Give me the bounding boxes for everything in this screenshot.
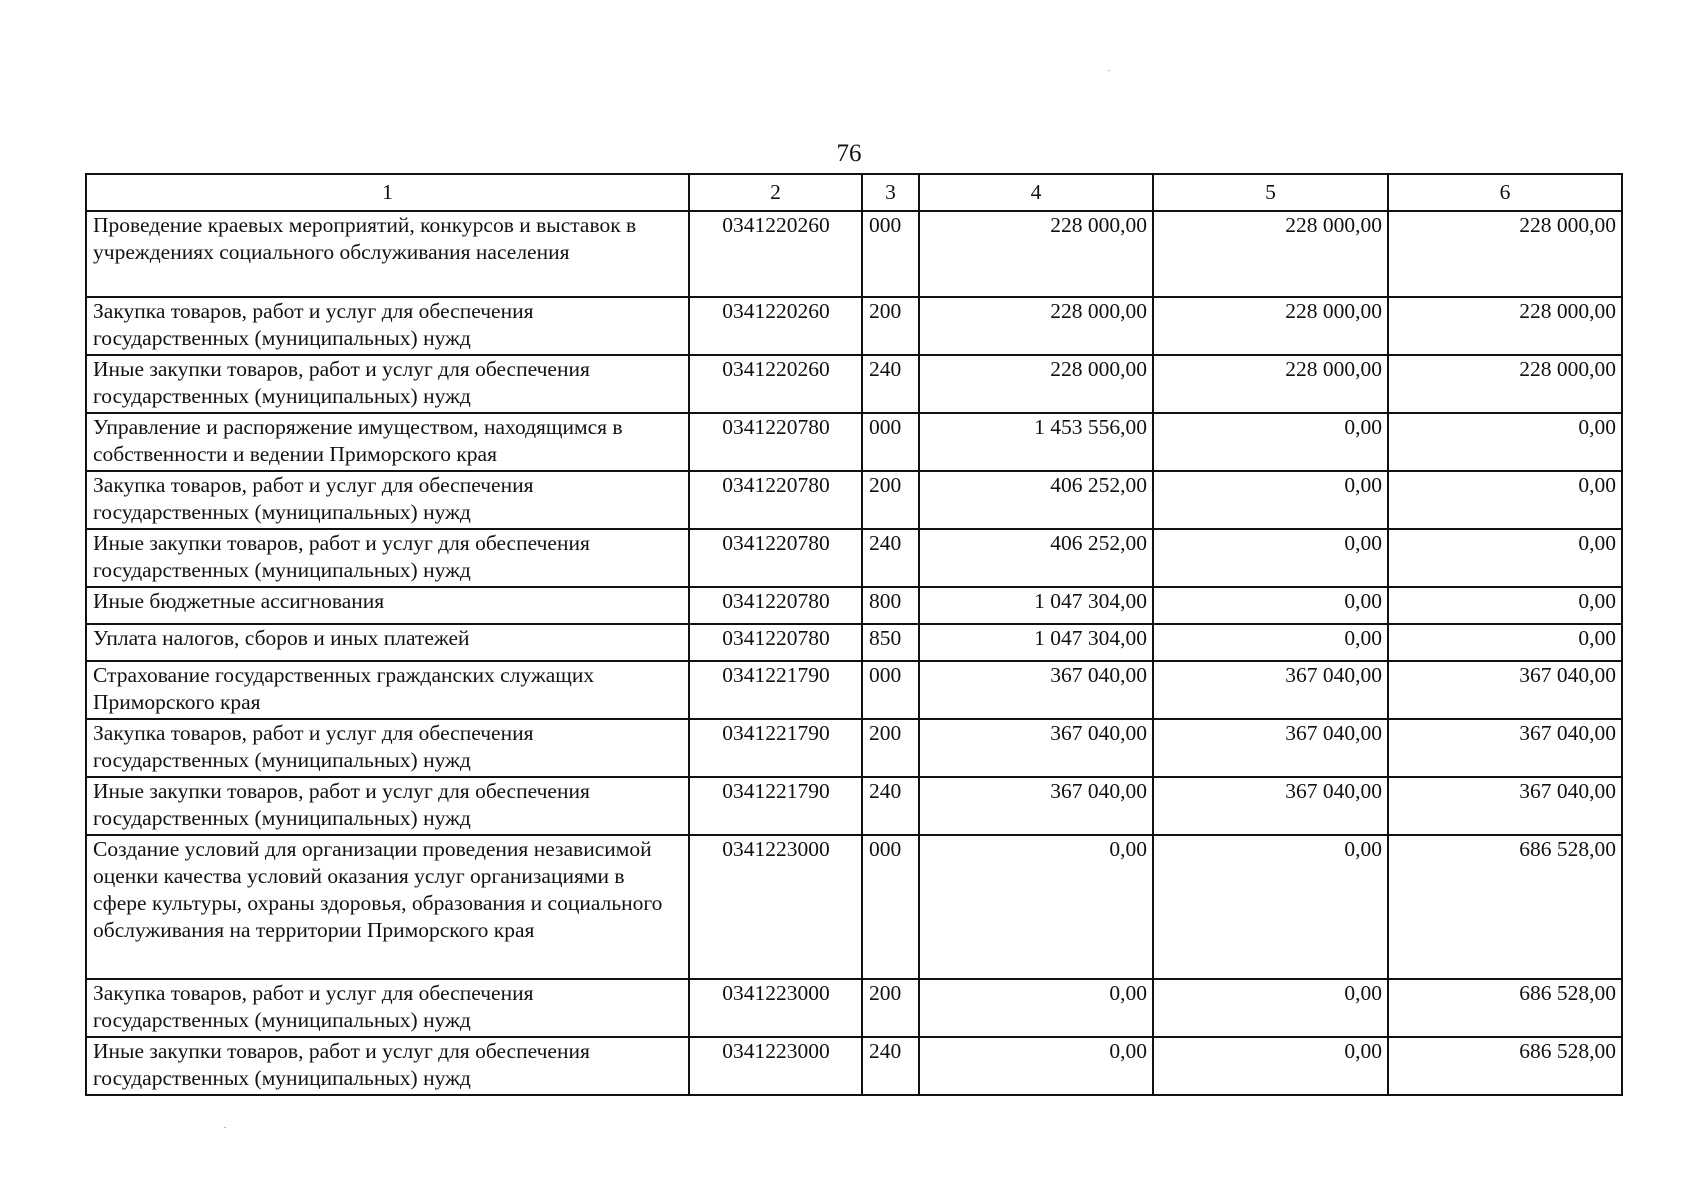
- row-value-col4-cell: 1 047 304,00: [919, 624, 1153, 661]
- row-value-col6-cell: 228 000,00: [1388, 355, 1622, 413]
- row-type-cell: 200: [862, 297, 919, 355]
- row-value-col6-cell: 686 528,00: [1388, 979, 1622, 1037]
- row-value-col4-cell: 367 040,00: [919, 719, 1153, 777]
- row-code-cell: 0341220260: [689, 355, 862, 413]
- row-name-cell: Закупка товаров, работ и услуг для обеспечения государственных (муниципальных) нужд: [86, 979, 689, 1037]
- row-name-cell: Создание условий для организации проведения независимой оценки качества условий оказания услуг организациями в сфере культуры, охраны здоровья, образования и социального обслуживания на территории Приморского края: [86, 835, 689, 979]
- table-row: [86, 529, 1622, 587]
- row-type-cell: 200: [862, 979, 919, 1037]
- row-code-cell: 0341220780: [689, 587, 862, 624]
- row-value-col6-cell: 686 528,00: [1388, 835, 1622, 979]
- row-name-cell: Закупка товаров, работ и услуг для обеспечения государственных (муниципальных) нужд: [86, 297, 689, 355]
- row-value-col6-cell: 686 528,00: [1388, 1037, 1622, 1095]
- row-value-col6-cell: 228 000,00: [1388, 297, 1622, 355]
- row-value-col6-cell: 367 040,00: [1388, 719, 1622, 777]
- row-name-cell: Закупка товаров, работ и услуг для обеспечения государственных (муниципальных) нужд: [86, 471, 689, 529]
- row-value-col6-cell: 0,00: [1388, 471, 1622, 529]
- column-header-2: 2: [689, 174, 862, 211]
- row-code-cell: 0341221790: [689, 661, 862, 719]
- column-header-3: 3: [862, 174, 919, 211]
- column-header-6: 6: [1388, 174, 1622, 211]
- row-name-cell: Проведение краевых мероприятий, конкурсов и выставок в учреждениях социального обслуживания населения: [86, 211, 689, 297]
- row-code-cell: 0341220260: [689, 297, 862, 355]
- row-value-col4-cell: 406 252,00: [919, 471, 1153, 529]
- row-value-col6-cell: 367 040,00: [1388, 777, 1622, 835]
- row-value-col4-cell: 0,00: [919, 979, 1153, 1037]
- row-value-col6-cell: 0,00: [1388, 529, 1622, 587]
- row-code-cell: 0341220780: [689, 413, 862, 471]
- table-row: [86, 471, 1622, 529]
- row-value-col6-cell: 228 000,00: [1388, 211, 1622, 297]
- row-value-col5-cell: 0,00: [1153, 529, 1388, 587]
- row-value-col5-cell: 0,00: [1153, 471, 1388, 529]
- row-type-cell: 240: [862, 529, 919, 587]
- row-value-col4-cell: 0,00: [919, 1037, 1153, 1095]
- row-value-col5-cell: 0,00: [1153, 835, 1388, 979]
- row-value-col6-cell: 0,00: [1388, 587, 1622, 624]
- row-value-col5-cell: 0,00: [1153, 587, 1388, 624]
- row-type-cell: 240: [862, 355, 919, 413]
- scan-speck: [1108, 70, 1110, 71]
- row-value-col4-cell: 0,00: [919, 835, 1153, 979]
- row-value-col5-cell: 367 040,00: [1153, 719, 1388, 777]
- row-name-cell: Иные закупки товаров, работ и услуг для обеспечения государственных (муниципальных) нужд: [86, 355, 689, 413]
- row-value-col4-cell: 367 040,00: [919, 777, 1153, 835]
- row-type-cell: 800: [862, 587, 919, 624]
- row-value-col6-cell: 0,00: [1388, 624, 1622, 661]
- row-code-cell: 0341223000: [689, 979, 862, 1037]
- row-value-col4-cell: 228 000,00: [919, 211, 1153, 297]
- row-code-cell: 0341223000: [689, 1037, 862, 1095]
- row-name-cell: Иные закупки товаров, работ и услуг для обеспечения государственных (муниципальных) нужд: [86, 529, 689, 587]
- table-row: [86, 719, 1622, 777]
- row-code-cell: 0341220780: [689, 471, 862, 529]
- row-value-col6-cell: 367 040,00: [1388, 661, 1622, 719]
- row-value-col5-cell: 367 040,00: [1153, 661, 1388, 719]
- row-name-cell: Страхование государственных гражданских служащих Приморского края: [86, 661, 689, 719]
- row-type-cell: 000: [862, 211, 919, 297]
- row-type-cell: 200: [862, 471, 919, 529]
- table-row: [86, 587, 1622, 624]
- row-value-col5-cell: 0,00: [1153, 1037, 1388, 1095]
- row-code-cell: 0341220780: [689, 529, 862, 587]
- row-type-cell: 200: [862, 719, 919, 777]
- table-row: [86, 211, 1622, 297]
- table-header-row: [86, 174, 1622, 211]
- row-value-col5-cell: 0,00: [1153, 624, 1388, 661]
- row-name-cell: Иные закупки товаров, работ и услуг для обеспечения государственных (муниципальных) нужд: [86, 777, 689, 835]
- row-value-col4-cell: 1 047 304,00: [919, 587, 1153, 624]
- row-name-cell: Иные закупки товаров, работ и услуг для обеспечения государственных (муниципальных) нужд: [86, 1037, 689, 1095]
- row-type-cell: 240: [862, 777, 919, 835]
- row-code-cell: 0341221790: [689, 719, 862, 777]
- scan-speck: [224, 1127, 226, 1128]
- table-row: [86, 979, 1622, 1037]
- row-type-cell: 000: [862, 835, 919, 979]
- table-row: [86, 777, 1622, 835]
- row-type-cell: 240: [862, 1037, 919, 1095]
- row-value-col4-cell: 1 453 556,00: [919, 413, 1153, 471]
- row-value-col4-cell: 228 000,00: [919, 355, 1153, 413]
- row-type-cell: 850: [862, 624, 919, 661]
- row-code-cell: 0341220780: [689, 624, 862, 661]
- row-name-cell: Иные бюджетные ассигнования: [86, 587, 689, 624]
- row-type-cell: 000: [862, 413, 919, 471]
- row-value-col4-cell: 406 252,00: [919, 529, 1153, 587]
- table-row: [86, 835, 1622, 979]
- row-value-col5-cell: 367 040,00: [1153, 777, 1388, 835]
- row-value-col4-cell: 367 040,00: [919, 661, 1153, 719]
- row-code-cell: 0341223000: [689, 835, 862, 979]
- row-value-col5-cell: 0,00: [1153, 979, 1388, 1037]
- column-header-4: 4: [919, 174, 1153, 211]
- table-row: [86, 297, 1622, 355]
- row-value-col5-cell: 228 000,00: [1153, 211, 1388, 297]
- table-row: [86, 661, 1622, 719]
- column-header-5: 5: [1153, 174, 1388, 211]
- table-row: [86, 1037, 1622, 1095]
- row-type-cell: 000: [862, 661, 919, 719]
- row-code-cell: 0341221790: [689, 777, 862, 835]
- table-body: [86, 211, 1622, 1095]
- row-name-cell: Закупка товаров, работ и услуг для обеспечения государственных (муниципальных) нужд: [86, 719, 689, 777]
- row-value-col6-cell: 0,00: [1388, 413, 1622, 471]
- table-row: [86, 355, 1622, 413]
- page-number: 76: [836, 140, 862, 167]
- budget-table: [85, 173, 1623, 1096]
- row-value-col5-cell: 0,00: [1153, 413, 1388, 471]
- row-code-cell: 0341220260: [689, 211, 862, 297]
- row-name-cell: Уплата налогов, сборов и иных платежей: [86, 624, 689, 661]
- row-value-col4-cell: 228 000,00: [919, 297, 1153, 355]
- row-name-cell: Управление и распоряжение имуществом, находящимся в собственности и ведении Приморского края: [86, 413, 689, 471]
- table-row: [86, 624, 1622, 661]
- row-value-col5-cell: 228 000,00: [1153, 355, 1388, 413]
- column-header-1: 1: [86, 174, 689, 211]
- table-row: [86, 413, 1622, 471]
- row-value-col5-cell: 228 000,00: [1153, 297, 1388, 355]
